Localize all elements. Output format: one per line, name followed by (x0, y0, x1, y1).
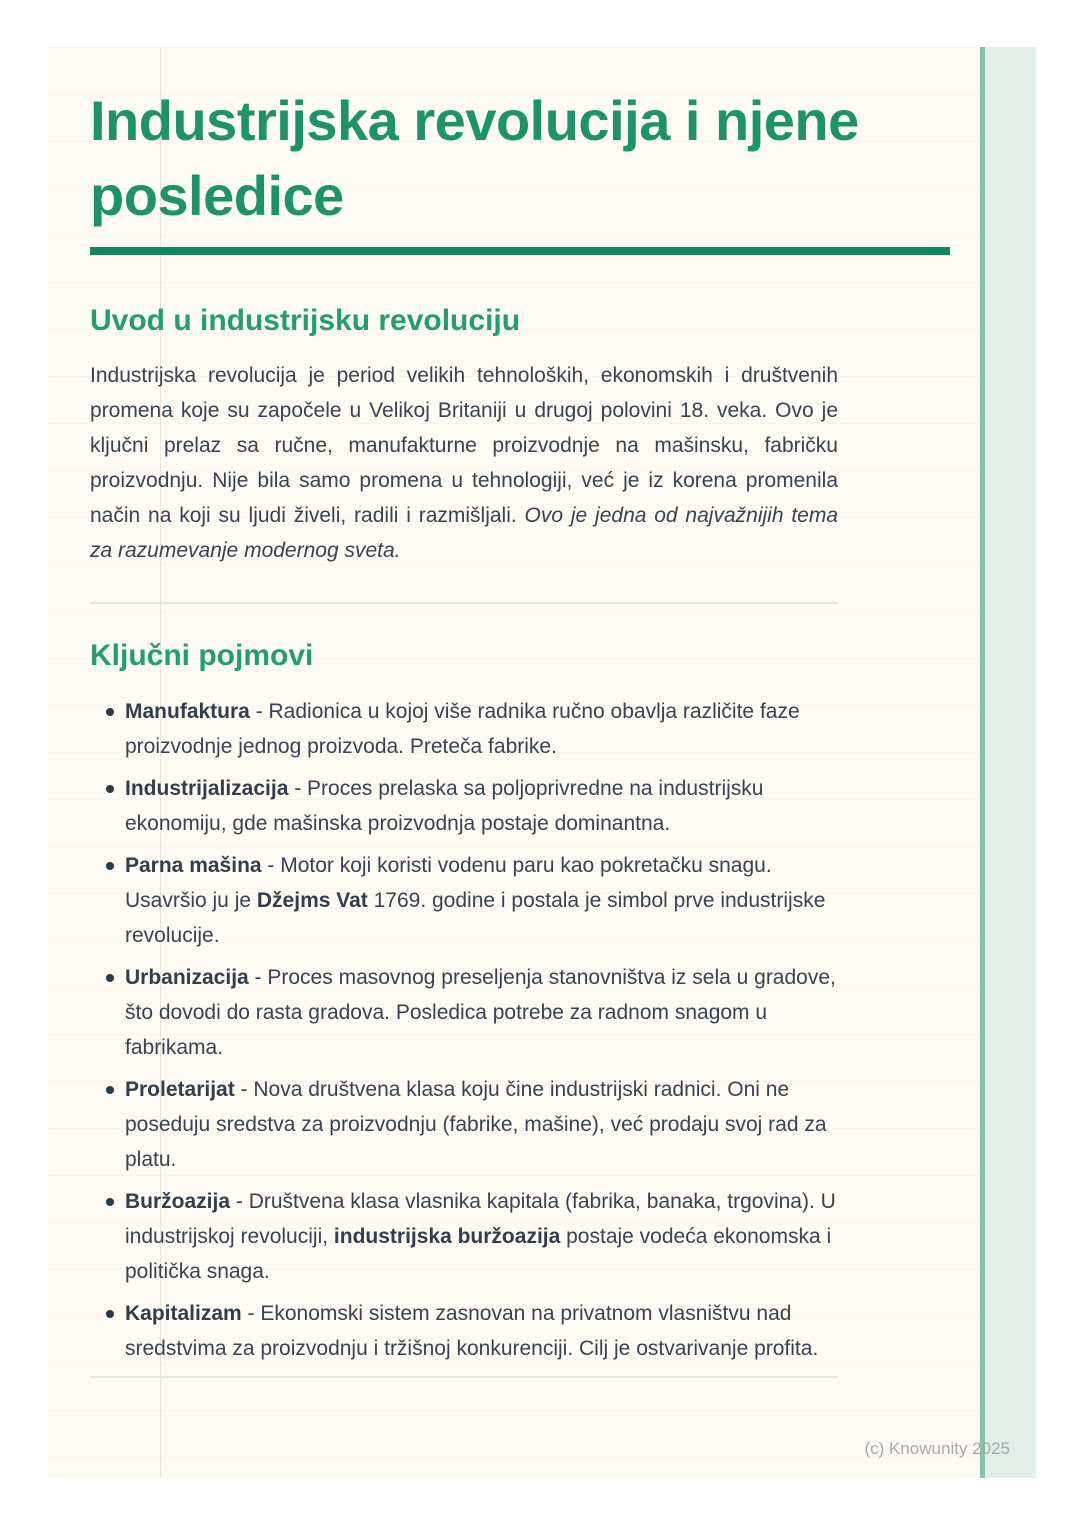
term-bold-text: Industrijalizacija (125, 777, 289, 800)
right-green-stripe (980, 47, 1036, 1478)
term-description-text: postaje vodeća ekonomska i politička snaga. (125, 1225, 832, 1283)
key-term-item (90, 694, 838, 764)
term-description-text: - Proces masovnog preseljenja stanovništva iz sela u gradove, što dovodi do rasta gradova. Posledica potrebe za radnom snagom u fabrikama. (125, 966, 836, 1059)
document-content (90, 47, 950, 1378)
term-bold-text: Urbanizacija (125, 966, 249, 989)
term-description-text: - Radionica u kojoj više radnika ručno obavlja različite faze proizvodnje jednog proizvoda. Preteča fabrike. (125, 700, 800, 758)
term-bold-text: Parna mašina (125, 854, 262, 877)
term-bold-text: Buržoazija (125, 1190, 231, 1213)
term-bold-text: industrijska buržoazija (333, 1225, 561, 1248)
term-description-text: - Proces prelaska sa poljoprivredne na industrijsku ekonomiju, gde mašinska proizvodnja postaje dominantna. (125, 777, 764, 835)
term-description-text: - Motor koji koristi vodenu paru kao pokretačku snagu. Usavršio ju je (125, 854, 772, 912)
key-term-item (90, 960, 838, 1065)
section-heading-kljucni-pojmovi: Ključni pojmovi (90, 639, 314, 672)
term-description-text: - Ekonomski sistem zasnovan na privatnom vlasništvu nad sredstvima za proizvodnju i tržišnoj konkurenciji. Cilj je ostvarivanje profita. (125, 1302, 819, 1360)
title-underline (90, 247, 950, 255)
document-page (48, 47, 1036, 1478)
term-bold-text: Džejms Vat (256, 889, 368, 912)
key-term-item (90, 771, 838, 841)
section-heading-uvod: Uvod u industrijsku revoluciju (90, 304, 521, 337)
section-divider (90, 602, 838, 604)
term-bold-text: Manufaktura (125, 700, 250, 723)
term-description-text: - Društvena klasa vlasnika kapitala (fabrika, banaka, trgovina). U industrijskoj revoluciji, (125, 1190, 836, 1248)
term-bold-text: Kapitalizam (125, 1302, 242, 1325)
term-bold-text: Proletarijat (125, 1078, 235, 1101)
key-terms-list (90, 694, 838, 1366)
key-term-item (90, 848, 838, 953)
intro-paragraph (90, 358, 838, 568)
key-term-item (90, 1184, 838, 1289)
term-description-text: - Nova društvena klasa koju čine industrijski radnici. Oni ne poseduju sredstva za proizvodnju (fabrike, mašine), već prodaju svoj rad za platu. (125, 1078, 827, 1171)
term-description-text: 1769. godine i postala je simbol prve industrijske revolucije. (125, 889, 826, 947)
bottom-divider (90, 1376, 838, 1378)
intro-text-segment: Industrijska revolucija je period velikih tehnoloških, ekonomskih i društvenih promena koje su započele u Velikoj Britaniji u drugoj polovini 18. veka. Ovo je ključni prelaz sa ručne, manufakturne proizvodnje na mašinsku, fabričku proizvodnju. Nije bila samo promena u tehnologiji, već je iz korena promenila način na koji su ljudi živeli, radili i razmišljali. (90, 364, 838, 527)
intro-italic-segment: Ovo je jedna od najvažnijih tema za razumevanje modernog sveta. (90, 504, 839, 562)
key-term-item (90, 1072, 838, 1177)
page-title: Industrijska revolucija i njene posledice (90, 89, 859, 227)
key-term-item (90, 1296, 838, 1366)
copyright-footer: (c) Knowunity 2025 (864, 1439, 1010, 1458)
